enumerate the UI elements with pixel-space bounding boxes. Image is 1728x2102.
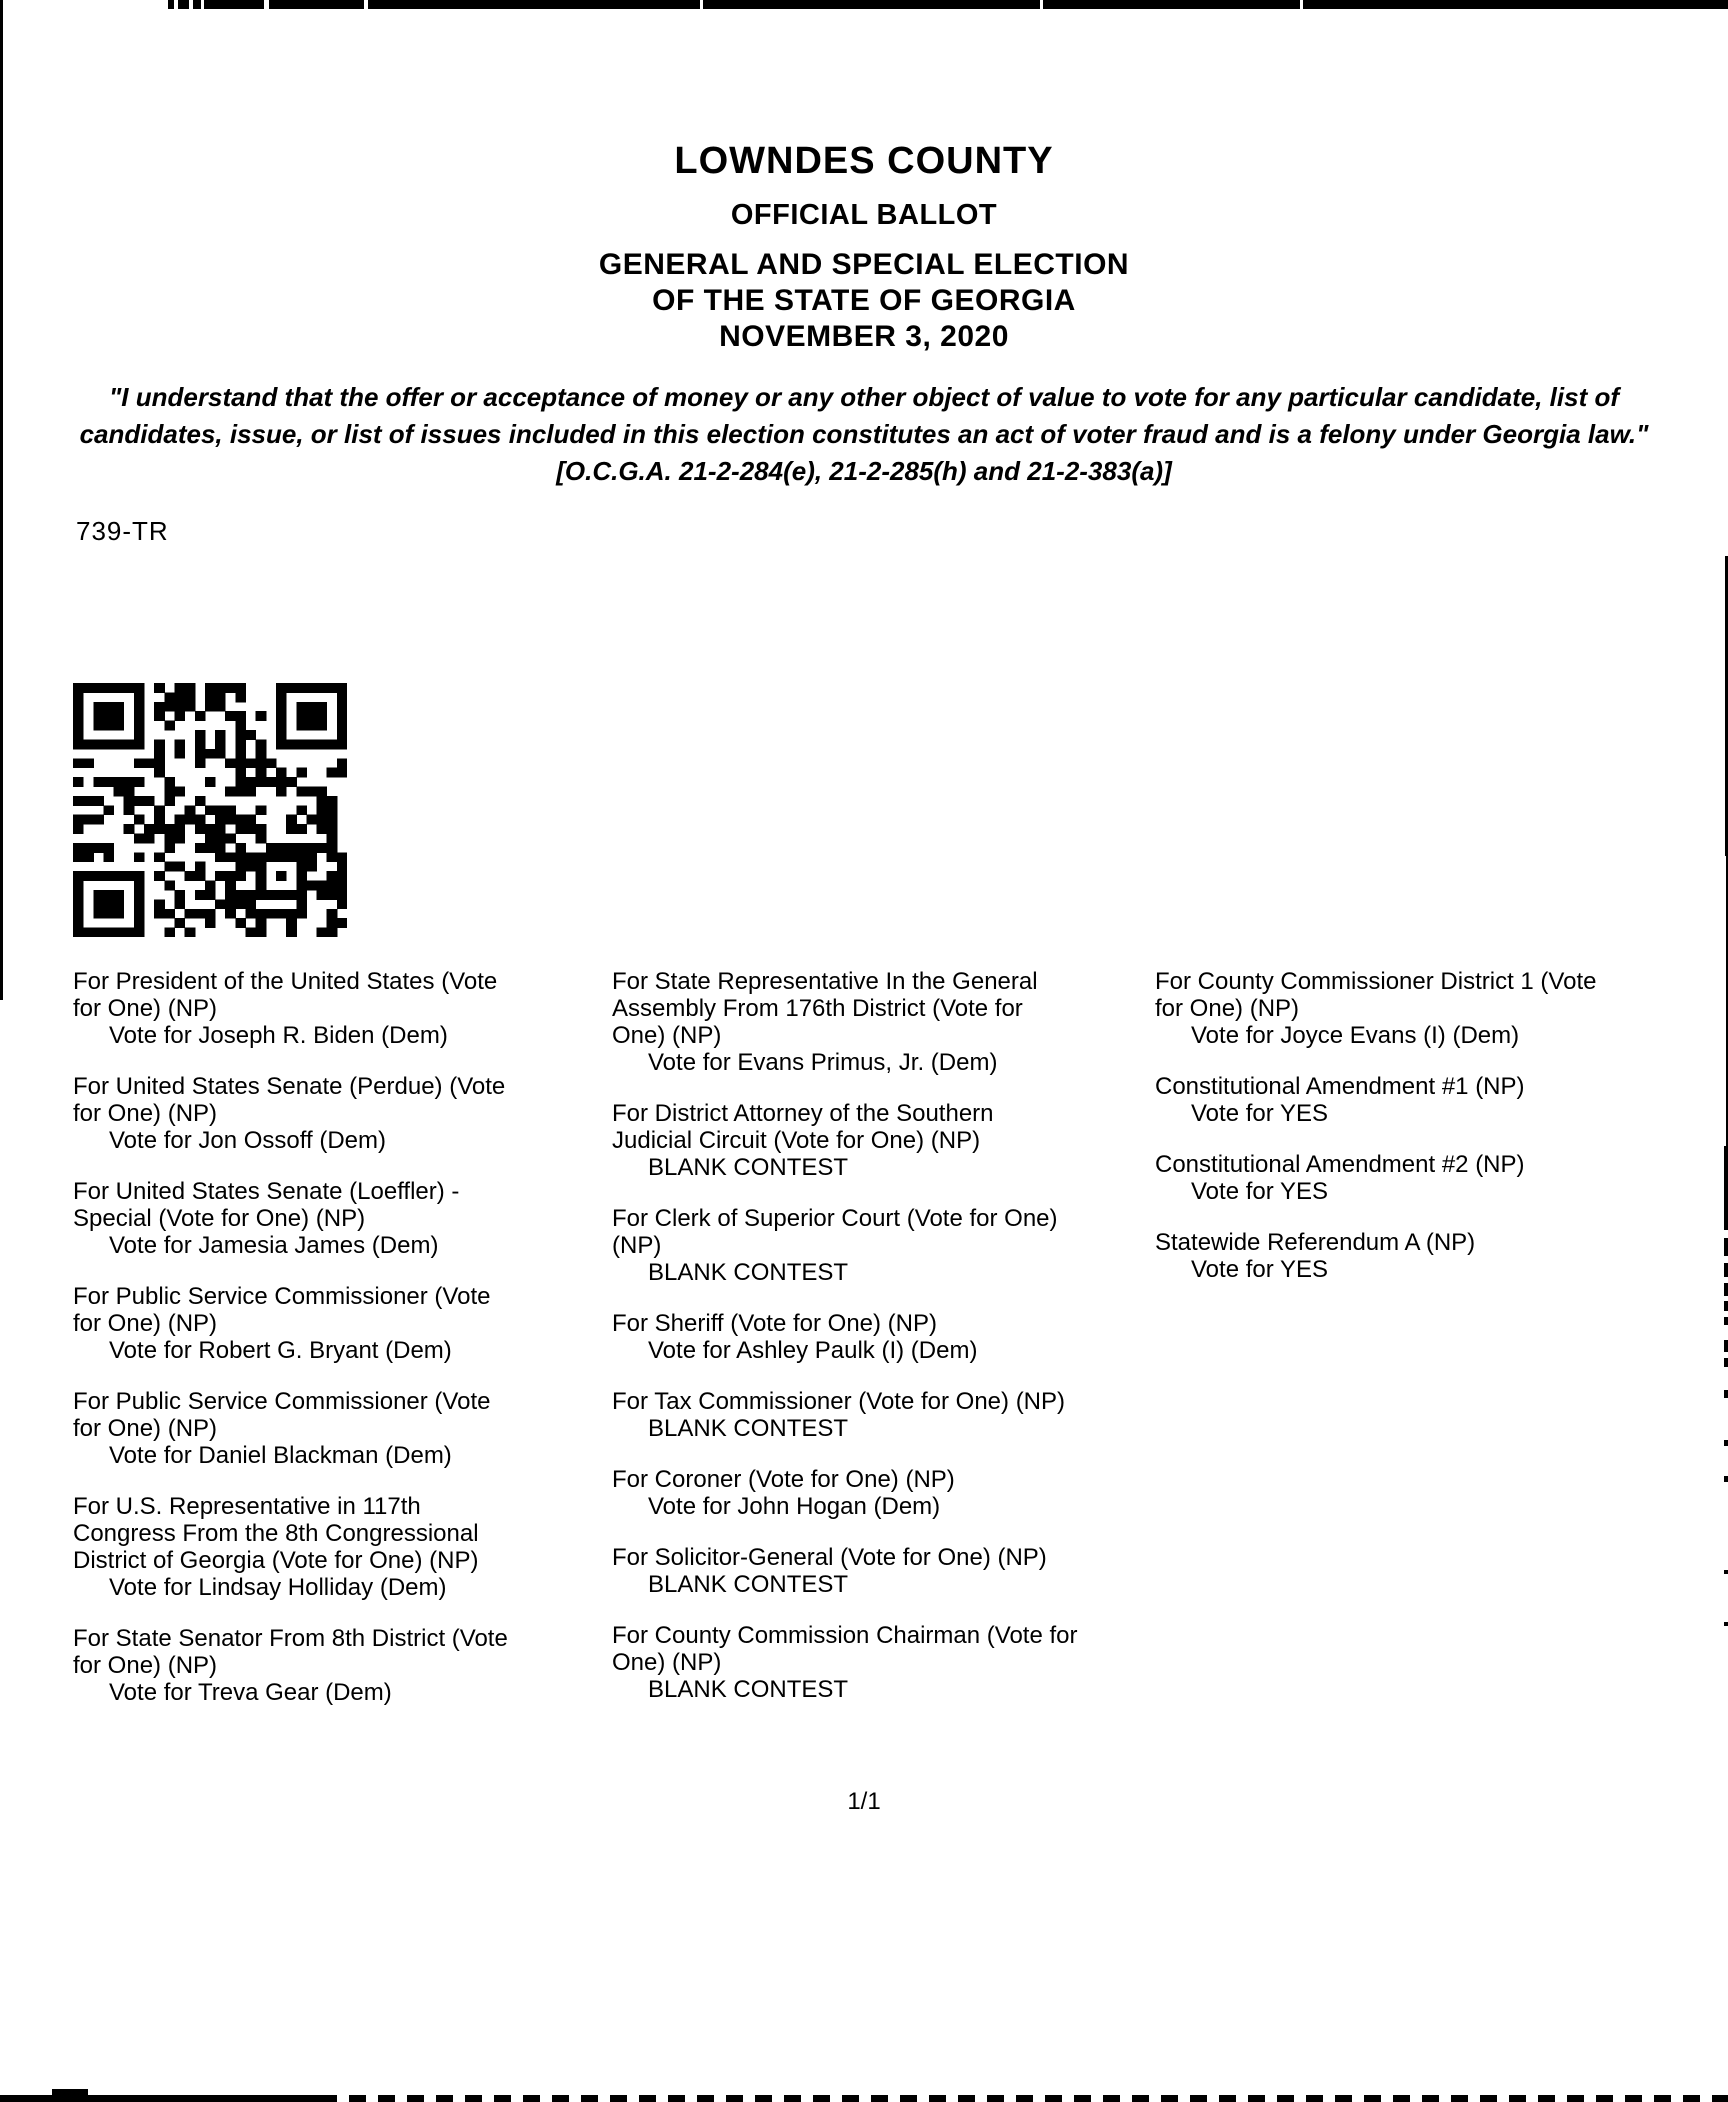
contest-title: For President of the United States (Vote for One) (NP) (73, 968, 498, 1022)
contest-column-1 (73, 968, 525, 1730)
contest-title: For U.S. Representative in 117th Congress From the 8th Congressional District of Georgia (Vote for One) (NP) (73, 1493, 479, 1574)
timing-mark-right (1724, 1263, 1728, 1277)
contest-selection: Vote for YES (1191, 1100, 1328, 1127)
voter-fraud-disclaimer: "I understand that the offer or acceptance of money or any other object of value to vote for any particular candidate, list of candidates, issue, or list of issues included in this election constitutes an act of voter fraud and is a felony under Georgia law." [O.C.G.A. 21-2-284(e), 21-2-285(h) and 21-2-383(a)] (79, 382, 1649, 486)
contest (612, 1622, 1080, 1703)
contest (612, 968, 1080, 1076)
timing-mark-right (1724, 1301, 1728, 1311)
contest-column-3 (1155, 968, 1620, 1307)
contest-selection: Vote for Jamesia James (Dem) (109, 1232, 439, 1259)
scan-artifact-bottom-bar (0, 2095, 320, 2102)
contest (1155, 1073, 1620, 1127)
contest (612, 1466, 1080, 1520)
contest (73, 1388, 525, 1469)
timing-mark-right (1724, 1238, 1728, 1256)
contest (612, 1205, 1080, 1286)
county-title: LOWNDES COUNTY (674, 140, 1054, 182)
contest (73, 968, 525, 1049)
election-title-line2: OF THE STATE OF GEORGIA (652, 284, 1076, 317)
contest-title: For United States Senate (Loeffler) - Special (Vote for One) (NP) (73, 1178, 460, 1232)
qr-code-pattern (73, 683, 347, 937)
contest-title: For District Attorney of the Southern Judicial Circuit (Vote for One) (NP) (612, 1100, 994, 1154)
timing-mark-right (1724, 1390, 1728, 1398)
timing-mark-right (1724, 1476, 1728, 1482)
contest (1155, 1151, 1620, 1205)
scan-artifact-notch (201, 0, 204, 10)
contest-selection: Vote for Lindsay Holliday (Dem) (109, 1574, 447, 1601)
contest-selection: Vote for Joseph R. Biden (Dem) (109, 1022, 448, 1049)
contest-selection: BLANK CONTEST (648, 1259, 849, 1286)
ballot-style-number: 739-TR (76, 516, 169, 546)
contest-selection: Vote for Robert G. Bryant (Dem) (109, 1337, 452, 1364)
timing-marks-bottom (320, 2095, 1728, 2102)
contest-title: For Public Service Commissioner (Vote for One) (NP) (73, 1283, 491, 1337)
contest-selection: Vote for Treva Gear (Dem) (109, 1679, 392, 1706)
timing-mark-right (1724, 1440, 1728, 1446)
contest-title: For Sheriff (Vote for One) (NP) (612, 1310, 937, 1337)
timing-mark-right (1724, 1146, 1728, 1230)
contest-title: For Clerk of Superior Court (Vote for One) (NP) (612, 1205, 1058, 1259)
timing-mark-right (1724, 1358, 1728, 1367)
contest (1155, 968, 1620, 1049)
contest-selection: Vote for Ashley Paulk (I) (Dem) (648, 1337, 978, 1364)
contest (612, 1100, 1080, 1181)
contest-selection: BLANK CONTEST (648, 1571, 849, 1598)
election-title-line1: GENERAL AND SPECIAL ELECTION (598, 248, 1130, 281)
contest-title: Statewide Referendum A (NP) (1155, 1229, 1476, 1256)
scan-artifact-bottom-blob (52, 2089, 88, 2096)
contest (73, 1073, 525, 1154)
contest (73, 1493, 525, 1601)
contest-title: For State Representative In the General Assembly From 176th District (Vote for One) (NP) (612, 968, 1038, 1049)
scan-artifact-notch (1040, 0, 1043, 10)
contest-selection: BLANK CONTEST (648, 1415, 849, 1442)
contest-title: For County Commission Chairman (Vote for One) (NP) (612, 1622, 1078, 1676)
timing-mark-right (1724, 1317, 1728, 1325)
scan-artifact-notch (1300, 0, 1303, 10)
contest-selection: Vote for John Hogan (Dem) (648, 1493, 941, 1520)
contest-selection: BLANK CONTEST (648, 1676, 849, 1703)
contest (73, 1283, 525, 1364)
contest (73, 1178, 525, 1259)
scan-artifact-notch (264, 0, 269, 10)
contest (612, 1544, 1080, 1598)
scan-artifact-top-bar (168, 0, 1728, 9)
timing-mark-right (1724, 1622, 1728, 1626)
contest-title: Constitutional Amendment #1 (NP) (1155, 1073, 1525, 1100)
election-title (0, 247, 1728, 355)
contest-title: For Solicitor-General (Vote for One) (NP) (612, 1544, 1047, 1571)
scan-artifact-notch (174, 0, 178, 10)
contest (612, 1310, 1080, 1364)
contest-selection: Vote for Jon Ossoff (Dem) (109, 1127, 386, 1154)
contest-title: For State Senator From 8th District (Vote for One) (NP) (73, 1625, 508, 1679)
timing-mark-right (1724, 1340, 1728, 1352)
contest-selection: Vote for Evans Primus, Jr. (Dem) (648, 1049, 998, 1076)
contest-title: For Coroner (Vote for One) (NP) (612, 1466, 955, 1493)
contest-selection: Vote for YES (1191, 1256, 1328, 1283)
contest-selection: BLANK CONTEST (648, 1154, 849, 1181)
timing-mark-right (1724, 1570, 1728, 1574)
contest-selection: Vote for YES (1191, 1178, 1328, 1205)
contest-title: For County Commissioner District 1 (Vote for One) (NP) (1155, 968, 1597, 1022)
election-title-line3: NOVEMBER 3, 2020 (719, 320, 1009, 353)
timing-mark-right (1724, 1283, 1728, 1296)
contest (73, 1625, 525, 1706)
contest-selection: Vote for Daniel Blackman (Dem) (109, 1442, 452, 1469)
contest (612, 1388, 1080, 1442)
contest (1155, 1229, 1620, 1283)
scan-artifact-notch (364, 0, 368, 10)
contest-selection: Vote for Joyce Evans (I) (Dem) (1191, 1022, 1520, 1049)
ballot-type-title: OFFICIAL BALLOT (730, 199, 998, 231)
contest-title: Constitutional Amendment #2 (NP) (1155, 1151, 1525, 1178)
contest-title: For Public Service Commissioner (Vote for One) (NP) (73, 1388, 491, 1442)
page-number: 1/1 (847, 1788, 881, 1815)
contest-title: For United States Senate (Perdue) (Vote for One) (NP) (73, 1073, 506, 1127)
scan-artifact-notch (189, 0, 193, 10)
scan-artifact-notch (700, 0, 703, 10)
contest-column-2 (612, 968, 1080, 1727)
qr-code (73, 683, 347, 937)
contest-title: For Tax Commissioner (Vote for One) (NP) (612, 1388, 1066, 1415)
